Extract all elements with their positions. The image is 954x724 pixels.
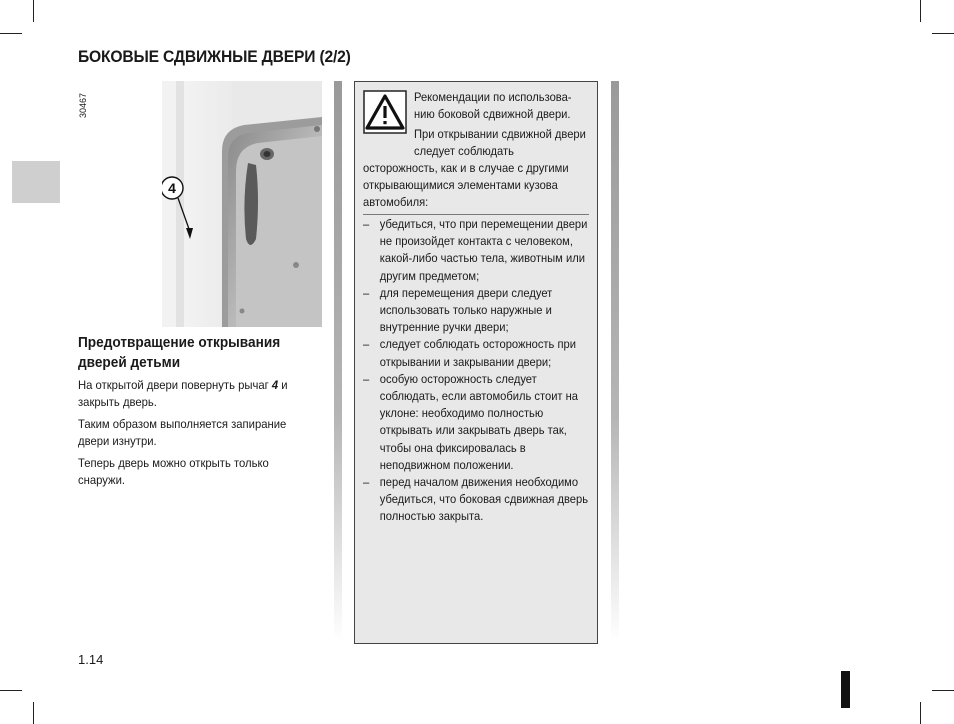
crop-mark xyxy=(0,690,22,691)
crop-mark xyxy=(920,702,921,724)
door-lever-illustration xyxy=(162,81,322,327)
list-item xyxy=(363,336,597,370)
paragraph-locking: Таким образом выполняется запирание двери изнутри. xyxy=(78,417,287,448)
bullet-text: перед началом движения необходимо убедиться, что боковая сдвижная дверь полностью закрыта. xyxy=(379,475,589,524)
crop-mark xyxy=(920,0,921,22)
crop-mark xyxy=(932,33,954,34)
crop-mark xyxy=(33,0,34,22)
bullet-text: особую осторожность следует соблюдать, если автомобиль стоит на уклоне: необходимо полностью открывать или закрывать дверь так, чтобы она фиксировалась в неподвижном положении. xyxy=(379,371,579,472)
bullet-text: убедиться, что при перемещении двери не произойдет контакта с человеком, какой-либо частью тела, животным или другим предметом; xyxy=(379,217,588,283)
warning-bullet-list xyxy=(363,216,615,526)
paragraph-lever xyxy=(78,377,304,411)
page-number: 1.14 xyxy=(78,652,104,667)
page-title: БОКОВЫЕ СДВИЖНЫЕ ДВЕРИ (2/2) xyxy=(78,47,351,66)
callout-label: 4 xyxy=(168,180,176,196)
warning-intro-1: Рекомендации по использова-нию боковой сдвижной двери. xyxy=(414,90,572,122)
crop-mark xyxy=(932,690,954,691)
bullet-dash: – xyxy=(363,475,370,490)
warning-box xyxy=(354,81,598,644)
warning-intro-3: осторожность, как и в случае с другими открывающимися элементами кузова автомобиля: xyxy=(363,161,569,210)
crop-mark xyxy=(33,702,34,724)
bullet-dash: – xyxy=(363,285,370,300)
section-heading: Предотвращение открывания дверей детьми xyxy=(78,335,281,371)
bullet-dash: – xyxy=(363,217,370,231)
edge-marker xyxy=(841,671,850,708)
warning-intro-2: При открывании сдвижной двери следует соблюдать xyxy=(414,127,586,159)
door-illustration-svg xyxy=(162,81,322,327)
list-item xyxy=(363,285,597,337)
list-item xyxy=(363,371,597,474)
warning-divider xyxy=(363,214,589,215)
list-item xyxy=(363,474,597,526)
figure-code: 30467 xyxy=(78,92,88,118)
lever-number: 4 xyxy=(271,378,279,392)
bullet-dash: – xyxy=(363,337,370,352)
paragraph-outside: Теперь дверь можно открыть только снаружи. xyxy=(78,456,269,487)
paragraph-lever-prefix: На открытой двери повернуть рычаг xyxy=(78,378,272,392)
bullet-text: для перемещения двери следует использовать только наружные и внутренние ручки двери; xyxy=(379,285,553,335)
bullet-text: следует соблюдать осторожность при открывании и закрывании двери; xyxy=(379,337,576,369)
list-item xyxy=(363,216,597,285)
crop-mark xyxy=(0,33,22,34)
column-divider-left xyxy=(334,81,342,641)
paragraph-lever-suffix: и закрыть дверь. xyxy=(78,378,288,409)
section-tab xyxy=(12,161,60,203)
warning-triangle-icon xyxy=(363,90,407,134)
bullet-dash: – xyxy=(363,371,370,386)
